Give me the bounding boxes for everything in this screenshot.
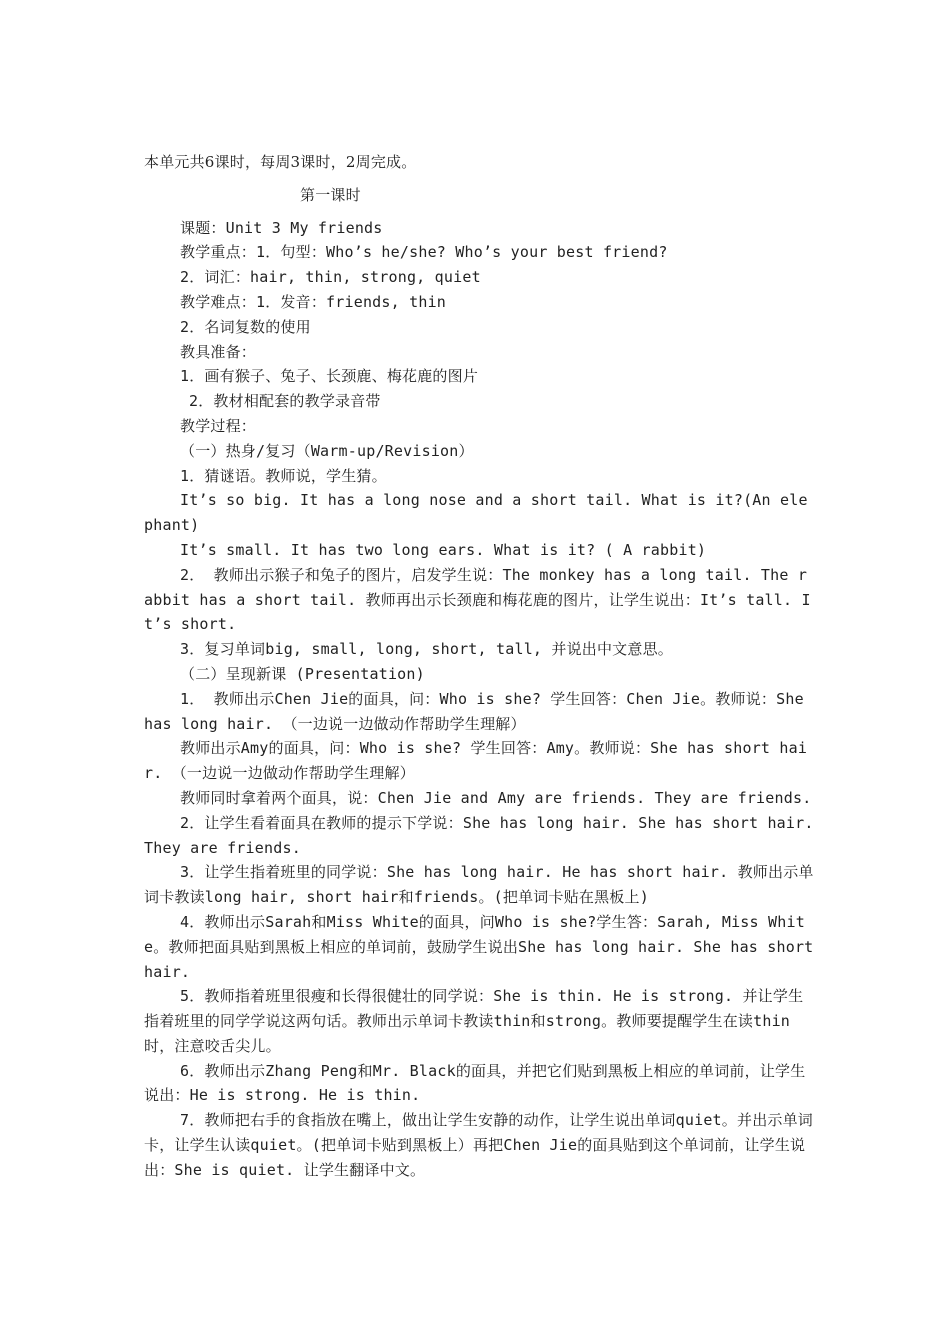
lesson-paragraph: 2．让学生看着面具在教师的提示下学说：She has long hair. She has short hair. They are friends. — [144, 813, 814, 857]
lesson-paragraph: It’s so big. It has a long nose and a short tail. What is it?(An elephant) — [144, 491, 808, 535]
lesson-paragraph: 课题：Unit 3 My friends — [180, 218, 383, 237]
lesson-paragraph: 2．词汇：hair, thin, strong, quiet — [180, 268, 481, 287]
lesson-paragraph: （二）呈现新课 (Presentation) — [180, 664, 425, 683]
document-body — [144, 150, 814, 1183]
lesson-paragraph: 5．教师指着班里很瘦和长得很健壮的同学说：She is thin. He is strong. 并让学生指着班里的同学学说这两句话。教师出示单词卡教读thin和strong。教师要提醒学生在读thin时，注意咬舌尖儿。 — [144, 987, 804, 1055]
lesson-paragraph: 1．猜谜语。教师说，学生猜。 — [180, 466, 387, 485]
lesson-paragraph: （一）热身/复习（Warm-up/Revision） — [180, 441, 474, 460]
lesson-paragraph: 教学重点：1．句型：Who’s he/she? Who’s your best friend? — [180, 243, 668, 262]
lesson-paragraph: 2．名词复数的使用 — [180, 317, 311, 336]
lesson-paragraph: 3．复习单词big, small, long, short, tall, 并说出中文意思。 — [180, 640, 673, 659]
lesson-paragraph: 1．画有猴子、兔子、长颈鹿、梅花鹿的图片 — [180, 367, 479, 386]
lesson-paragraph: 1． 教师出示Chen Jie的面具，问：Who is she? 学生回答：Chen Jie。教师说：She has long hair. （一边说一边做动作帮助学生理解） — [144, 689, 804, 733]
lesson-paragraph: 教师出示Amy的面具，问：Who is she? 学生回答：Amy。教师说：She has short hair. （一边说一边做动作帮助学生理解） — [144, 739, 808, 783]
lesson-paragraph: 4．教师出示Sarah和Miss White的面具，问Who is she?学生答：Sarah, Miss White。教师把面具贴到黑板上相应的单词前，鼓励学生说出She has long hair. She has short hair. — [144, 912, 814, 981]
lesson-paragraph: 教具准备： — [180, 342, 257, 361]
lesson-title: 第一课时 — [300, 185, 361, 204]
lesson-paragraphs — [144, 216, 814, 1183]
unit-schedule-line: 本单元共6课时，每周3课时，2周完成。 — [144, 153, 417, 171]
lesson-paragraph: 6．教师出示Zhang Peng和Mr. Black的面具，并把它们贴到黑板上相应的单词前，让学生说出：He is strong. He is thin. — [144, 1061, 806, 1105]
lesson-paragraph: 教学过程： — [180, 416, 257, 435]
lesson-paragraph: 2．教材相配套的教学录音带 — [189, 392, 381, 411]
lesson-paragraph: 7．教师把右手的食指放在嘴上，做出让学生安静的动作，让学生说出单词quiet。并出示单词卡，让学生认读quiet。(把单词卡贴到黑板上）再把Chen Jie的面具贴到这个单词前，让学生说出：She is quiet. 让学生翻译中文。 — [144, 1111, 813, 1179]
lesson-paragraph: 教师同时拿着两个面具，说：Chen Jie and Amy are friends. They are friends. — [180, 788, 812, 807]
lesson-paragraph: 教学难点：1．发音：friends, thin — [180, 292, 447, 311]
lesson-paragraph: 3．让学生指着班里的同学说：She has long hair. He has short hair. 教师出示单词卡教读long hair, short hair和friends。(把单词卡贴在黑板上) — [144, 863, 814, 907]
lesson-paragraph: It’s small. It has two long ears. What is it? ( A rabbit) — [180, 540, 707, 559]
lesson-paragraph: 2． 教师出示猴子和兔子的图片，启发学生说：The monkey has a long tail. The rabbit has a short tail. 教师再出示长颈鹿和梅花鹿的图片，让学生说出：It’s tall. It’s short. — [144, 565, 811, 634]
